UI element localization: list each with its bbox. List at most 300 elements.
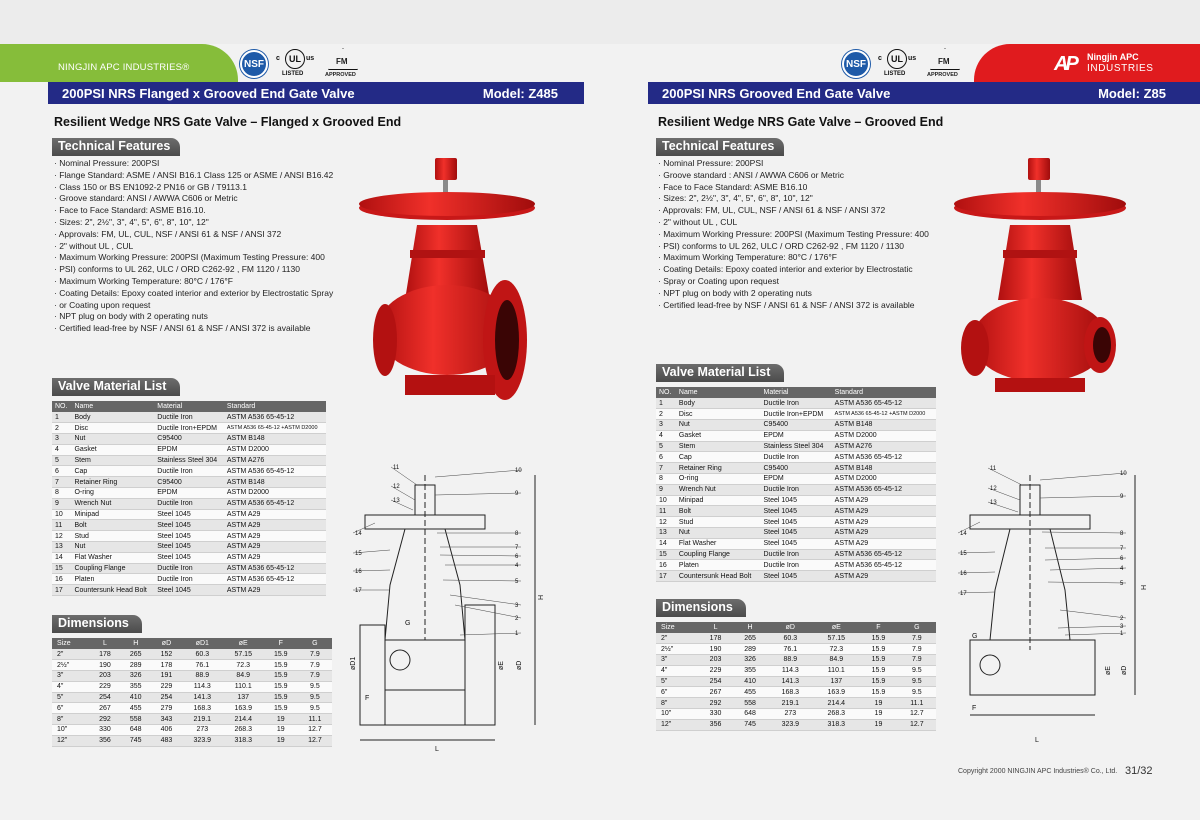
valve-section-drawing-grooved: [950, 460, 1155, 760]
table-cell: 326: [120, 671, 151, 682]
table-cell: Steel 1045: [761, 495, 832, 506]
table-cell: 15.9: [264, 703, 298, 714]
table-cell: 2½": [656, 644, 698, 655]
dimension-row: [52, 692, 332, 703]
table-cell: ASTM A276: [224, 455, 326, 466]
table-cell: 219.1: [767, 698, 813, 709]
table-cell: 10: [656, 495, 676, 506]
ul-logo: c UL us LISTED: [276, 48, 316, 80]
table-cell: EPDM: [154, 488, 224, 499]
table-cell: Steel 1045: [761, 506, 832, 517]
table-cell: 12.7: [898, 719, 936, 730]
callout-leader: [1065, 633, 1126, 635]
material-row: [656, 517, 936, 528]
table-cell: 141.3: [182, 692, 223, 703]
table-cell: ASTM A536 65-45-12: [224, 498, 326, 509]
feature-item: · 2" without UL , CUL: [54, 241, 364, 253]
table-cell: Cap: [71, 466, 154, 477]
dimension-label: F: [365, 695, 370, 702]
model-number: Model: Z485: [482, 85, 558, 101]
dimension-row: [656, 665, 936, 676]
table-cell: 168.3: [182, 703, 223, 714]
table-cell: Coupling Flange: [71, 563, 154, 574]
page-number: 31/32: [1125, 765, 1153, 777]
table-cell: 265: [733, 633, 768, 644]
copyright: Copyright 2000 NINGJIN APC Industries® Co., Ltd.: [958, 768, 1118, 775]
table-cell: 355: [733, 665, 768, 676]
table-cell: ASTM A536 65-45-12: [832, 484, 936, 495]
callout-number: 2: [515, 616, 519, 622]
table-cell: Steel 1045: [154, 542, 224, 553]
dimension-row: [52, 649, 332, 660]
table-cell: 15.9: [264, 649, 298, 660]
table-cell: 2: [656, 409, 676, 420]
table-cell: 12.7: [298, 725, 332, 736]
table-cell: 273: [767, 709, 813, 720]
table-cell: Body: [676, 398, 761, 409]
table-cell: 9.5: [298, 692, 332, 703]
table-cell: 229: [90, 681, 121, 692]
column-header: Name: [676, 387, 761, 398]
table-cell: 343: [151, 714, 182, 725]
table-cell: Minipad: [676, 495, 761, 506]
table-cell: 455: [120, 703, 151, 714]
table-cell: 203: [90, 671, 121, 682]
column-header: Size: [52, 638, 90, 649]
material-row: [52, 477, 326, 488]
table-cell: Stainless Steel 304: [154, 455, 224, 466]
material-row: [656, 441, 936, 452]
callout-number: 16: [960, 571, 967, 577]
table-cell: 11.1: [898, 698, 936, 709]
callout-number: 12: [990, 486, 997, 492]
table-cell: 15.9: [264, 671, 298, 682]
fm-logo: FM APPROVED: [324, 48, 362, 80]
callout-number: 12: [393, 484, 400, 490]
dimension-label: L: [435, 746, 439, 753]
table-cell: 16: [52, 574, 71, 585]
table-cell: Ductile Iron+EPDM: [154, 423, 224, 434]
table-cell: 60.3: [182, 649, 223, 660]
table-cell: 7.9: [298, 649, 332, 660]
table-cell: 15.9: [264, 660, 298, 671]
table-cell: 406: [151, 725, 182, 736]
ul-logo: c UL us LISTED: [878, 48, 918, 80]
callout-number: 9: [1120, 494, 1124, 500]
nsf-logo: NSF: [842, 50, 870, 78]
table-cell: 5": [656, 676, 698, 687]
table-cell: Cap: [676, 452, 761, 463]
dimension-label: H: [1141, 584, 1148, 590]
table-cell: 214.4: [223, 714, 264, 725]
material-table: [656, 387, 936, 582]
table-cell: EPDM: [154, 444, 224, 455]
dimensions-table: [52, 638, 332, 747]
table-cell: Countersunk Head Bolt: [676, 571, 761, 582]
table-cell: 110.1: [223, 681, 264, 692]
table-cell: 15.9: [859, 633, 897, 644]
table-cell: ASTM A536 65-45-12: [224, 466, 326, 477]
material-row: [52, 552, 326, 563]
column-header: øD1: [182, 638, 223, 649]
table-cell: C95400: [761, 463, 832, 474]
table-cell: Nut: [676, 528, 761, 539]
table-cell: 265: [120, 649, 151, 660]
feature-item: · Certified lead-free by NSF / ANSI 61 & NSF / ANSI 372 is available: [658, 300, 948, 312]
table-cell: Steel 1045: [761, 571, 832, 582]
table-cell: 1: [656, 398, 676, 409]
material-row: [52, 488, 326, 499]
apc-logo-line1: Ningjin APC: [1087, 52, 1139, 62]
material-row: [656, 528, 936, 539]
table-cell: 19: [859, 709, 897, 720]
table-cell: 4: [656, 430, 676, 441]
section-heading-materials: Valve Material List: [656, 364, 784, 382]
column-header: øE: [223, 638, 264, 649]
table-cell: Platen: [676, 560, 761, 571]
table-cell: 152: [151, 649, 182, 660]
table-cell: ASTM D2000: [224, 444, 326, 455]
table-cell: 15.9: [859, 676, 897, 687]
feature-item: · PSI) conforms to UL 262, ULC / ORD C262-92 , FM 1120 / 1130: [658, 241, 948, 253]
material-row: [656, 463, 936, 474]
table-cell: ASTM D2000: [224, 488, 326, 499]
table-cell: 356: [90, 735, 121, 746]
cert-logos-left: [240, 48, 362, 80]
table-cell: 57.15: [223, 649, 264, 660]
table-cell: 114.3: [182, 681, 223, 692]
table-cell: 12.7: [298, 735, 332, 746]
table-cell: ASTM A29: [224, 509, 326, 520]
callout-number: 10: [1120, 471, 1127, 477]
table-cell: 10: [52, 509, 71, 520]
table-cell: Gasket: [676, 430, 761, 441]
table-cell: 13: [656, 528, 676, 539]
callout-leader: [443, 580, 521, 581]
brand-name: NINGJIN APC INDUSTRIES®: [58, 62, 190, 73]
callout-number: 8: [1120, 531, 1124, 537]
feature-item: · Face to Face Standard: ASME B16.10: [658, 182, 948, 194]
table-cell: 203: [698, 655, 733, 666]
material-row: [656, 549, 936, 560]
table-cell: 5: [52, 455, 71, 466]
table-cell: Ductile Iron: [154, 498, 224, 509]
table-cell: 1: [52, 412, 71, 423]
callout-number: 6: [1120, 556, 1124, 562]
table-cell: 9.5: [898, 676, 936, 687]
dimension-label: øD1: [350, 656, 357, 670]
table-cell: 4: [52, 444, 71, 455]
callout-number: 1: [1120, 631, 1124, 637]
callout-number: 15: [355, 551, 362, 557]
table-cell: 17: [656, 571, 676, 582]
feature-item: · or Coating upon request: [54, 300, 364, 312]
table-cell: 483: [151, 735, 182, 746]
table-cell: 19: [859, 698, 897, 709]
table-cell: 11: [52, 520, 71, 531]
table-cell: C95400: [154, 434, 224, 445]
table-cell: ASTM A536 65-45-12: [832, 452, 936, 463]
table-cell: 318.3: [813, 719, 859, 730]
material-row: [656, 452, 936, 463]
table-cell: 19: [859, 719, 897, 730]
table-cell: Ductile Iron: [154, 412, 224, 423]
table-cell: 12": [52, 735, 90, 746]
material-row: [656, 398, 936, 409]
dimension-row: [656, 687, 936, 698]
features-list: [658, 158, 948, 311]
callout-leader: [1040, 473, 1126, 480]
dimension-label: H: [538, 594, 545, 600]
material-row: [656, 560, 936, 571]
table-cell: ASTM A29: [832, 517, 936, 528]
callout-number: 17: [355, 588, 362, 594]
brand-tab-right: [974, 44, 1200, 82]
table-cell: 8: [656, 474, 676, 485]
dimension-row: [52, 714, 332, 725]
table-cell: 4": [656, 665, 698, 676]
table-cell: Ductile Iron: [761, 560, 832, 571]
table-cell: 84.9: [813, 655, 859, 666]
feature-item: · Maximum Working Temperature: 80°C / 176°F: [658, 252, 948, 264]
column-header: Material: [154, 401, 224, 412]
table-cell: 7.9: [898, 644, 936, 655]
table-cell: 15: [656, 549, 676, 560]
dimension-row: [656, 676, 936, 687]
table-cell: 267: [90, 703, 121, 714]
product-subtitle: Resilient Wedge NRS Gate Valve – Grooved End: [658, 115, 944, 129]
material-row: [52, 520, 326, 531]
table-cell: 15.9: [859, 687, 897, 698]
product-title: 200PSI NRS Grooved End Gate Valve: [662, 85, 891, 101]
column-header: H: [120, 638, 151, 649]
table-cell: 326: [733, 655, 768, 666]
table-cell: Steel 1045: [761, 528, 832, 539]
table-cell: ASTM A536 65-45-12 +ASTM D2000: [832, 409, 936, 420]
material-row: [52, 434, 326, 445]
table-cell: C95400: [761, 420, 832, 431]
callout-leader: [435, 470, 521, 477]
table-cell: Wrench Nut: [676, 484, 761, 495]
column-header: NO.: [656, 387, 676, 398]
feature-item: · Sizes: 2", 2½", 3", 4", 5", 6", 8", 10", 12": [658, 193, 948, 205]
table-cell: 9: [52, 498, 71, 509]
feature-item: · Approvals: FM, UL, CUL, NSF / ANSI 61 & NSF / ANSI 372: [658, 205, 948, 217]
table-cell: 558: [733, 698, 768, 709]
table-cell: ASTM A29: [832, 538, 936, 549]
table-cell: ASTM B148: [224, 477, 326, 488]
table-cell: 289: [733, 644, 768, 655]
dimension-label: G: [972, 633, 978, 640]
table-cell: Nut: [71, 542, 154, 553]
material-row: [656, 430, 936, 441]
dimension-row: [52, 660, 332, 671]
table-cell: ASTM A536 65-45-12: [832, 398, 936, 409]
callout-number: 11: [393, 465, 400, 471]
table-cell: 6: [52, 466, 71, 477]
table-cell: ASTM A29: [224, 531, 326, 542]
table-cell: 7.9: [898, 655, 936, 666]
table-cell: 648: [733, 709, 768, 720]
table-cell: 214.4: [813, 698, 859, 709]
table-cell: Ductile Iron: [154, 574, 224, 585]
table-cell: 355: [120, 681, 151, 692]
feature-item: · Class 150 or BS EN1092-2 PN16 or GB / T9113.1: [54, 182, 364, 194]
table-cell: 410: [733, 676, 768, 687]
column-header: G: [898, 622, 936, 633]
callout-number: 10: [515, 468, 522, 474]
table-cell: 16: [656, 560, 676, 571]
table-cell: 558: [120, 714, 151, 725]
feature-item: · NPT plug on body with 2 operating nuts: [658, 288, 948, 300]
table-cell: 110.1: [813, 665, 859, 676]
column-header: L: [90, 638, 121, 649]
table-cell: 163.9: [223, 703, 264, 714]
callout-number: 4: [1120, 566, 1124, 572]
feature-item: · NPT plug on body with 2 operating nuts: [54, 311, 364, 323]
table-cell: Flat Washer: [71, 552, 154, 563]
table-cell: ASTM A29: [832, 528, 936, 539]
table-cell: 11: [656, 506, 676, 517]
table-cell: Ductile Iron: [154, 563, 224, 574]
table-cell: ASTM A536 65-45-12 +ASTM D2000: [224, 423, 326, 434]
table-cell: 7: [52, 477, 71, 488]
table-cell: Stud: [676, 517, 761, 528]
material-table: [52, 401, 326, 596]
apc-logo-line2: INDUSTRIES: [1087, 63, 1154, 74]
table-cell: O-ring: [676, 474, 761, 485]
callout-number: 1: [515, 631, 519, 637]
table-cell: 745: [120, 735, 151, 746]
table-cell: 273: [182, 725, 223, 736]
callout-leader: [460, 633, 521, 635]
table-cell: ASTM A536 65-45-12: [224, 412, 326, 423]
material-row: [656, 571, 936, 582]
dimension-row: [656, 655, 936, 666]
table-cell: Gasket: [71, 444, 154, 455]
material-row: [52, 412, 326, 423]
table-cell: 8": [656, 698, 698, 709]
callout-number: 5: [1120, 581, 1124, 587]
table-cell: 279: [151, 703, 182, 714]
table-cell: ASTM A29: [832, 506, 936, 517]
table-cell: 76.1: [767, 644, 813, 655]
dimension-row: [52, 735, 332, 746]
table-cell: Steel 1045: [154, 531, 224, 542]
dimension-row: [52, 703, 332, 714]
table-cell: 190: [90, 660, 121, 671]
table-cell: 12: [52, 531, 71, 542]
cert-logos-right: [842, 48, 964, 80]
table-cell: Ductile Iron: [154, 466, 224, 477]
column-header: Name: [71, 401, 154, 412]
table-cell: Steel 1045: [154, 585, 224, 596]
table-cell: 15.9: [859, 665, 897, 676]
table-cell: ASTM D2000: [832, 474, 936, 485]
table-cell: ASTM A276: [832, 441, 936, 452]
feature-item: · Spray or Coating upon request: [658, 276, 948, 288]
table-cell: 8: [52, 488, 71, 499]
material-row: [52, 531, 326, 542]
table-cell: 9.5: [298, 703, 332, 714]
features-list: [54, 158, 364, 335]
dimension-row: [656, 719, 936, 730]
table-header-row: [656, 387, 936, 398]
table-cell: 6: [656, 452, 676, 463]
callout-leader: [1042, 532, 1126, 533]
material-row: [52, 574, 326, 585]
table-cell: 7.9: [298, 671, 332, 682]
material-row: [656, 474, 936, 485]
callout-number: 13: [393, 498, 400, 504]
callout-number: 7: [515, 545, 519, 551]
table-cell: Steel 1045: [761, 517, 832, 528]
column-header: Standard: [832, 387, 936, 398]
callout-number: 16: [355, 569, 362, 575]
table-cell: 330: [90, 725, 121, 736]
callout-number: 2: [1120, 616, 1124, 622]
table-cell: 318.3: [223, 735, 264, 746]
dimension-row: [656, 633, 936, 644]
feature-item: · Maximum Working Pressure: 200PSI (Maximum Testing Pressure: 400: [658, 229, 948, 241]
table-cell: 268.3: [813, 709, 859, 720]
valve-section-drawing-flanged: [345, 455, 550, 755]
table-cell: 745: [733, 719, 768, 730]
table-cell: 2½": [52, 660, 90, 671]
table-cell: 141.3: [767, 676, 813, 687]
dimension-label: L: [1035, 737, 1039, 744]
table-cell: 60.3: [767, 633, 813, 644]
table-cell: 289: [120, 660, 151, 671]
table-cell: 72.3: [223, 660, 264, 671]
callout-number: 3: [1120, 624, 1124, 630]
table-cell: 292: [90, 714, 121, 725]
brand-tab-left: [0, 44, 238, 82]
table-cell: 191: [151, 671, 182, 682]
table-cell: 10": [656, 709, 698, 720]
material-row: [52, 585, 326, 596]
column-header: Standard: [224, 401, 326, 412]
table-cell: 268.3: [223, 725, 264, 736]
model-number: Model: Z85: [1098, 85, 1166, 101]
table-cell: 15.9: [264, 681, 298, 692]
dimension-row: [52, 681, 332, 692]
table-cell: 9.5: [898, 665, 936, 676]
table-cell: 3: [656, 420, 676, 431]
table-cell: Retainer Ring: [676, 463, 761, 474]
material-row: [656, 538, 936, 549]
feature-item: · Maximum Working Temperature: 80°C / 176°F: [54, 276, 364, 288]
callout-number: 3: [515, 603, 519, 609]
table-cell: ASTM A29: [224, 520, 326, 531]
callout-number: 8: [515, 531, 519, 537]
callout-number: 9: [515, 491, 519, 497]
material-row: [52, 542, 326, 553]
table-cell: 229: [698, 665, 733, 676]
table-cell: 15.9: [859, 655, 897, 666]
table-cell: 7.9: [898, 633, 936, 644]
table-cell: Flat Washer: [676, 538, 761, 549]
table-header-row: [656, 622, 936, 633]
table-cell: 8": [52, 714, 90, 725]
table-cell: EPDM: [761, 430, 832, 441]
table-cell: 14: [656, 538, 676, 549]
table-cell: Bolt: [676, 506, 761, 517]
callout-number: 15: [960, 551, 967, 557]
feature-item: · Groove standard: ANSI / AWWA C606 or Metric: [54, 193, 364, 205]
valve-photo-flanged: [355, 150, 540, 415]
callout-number: 6: [515, 554, 519, 560]
